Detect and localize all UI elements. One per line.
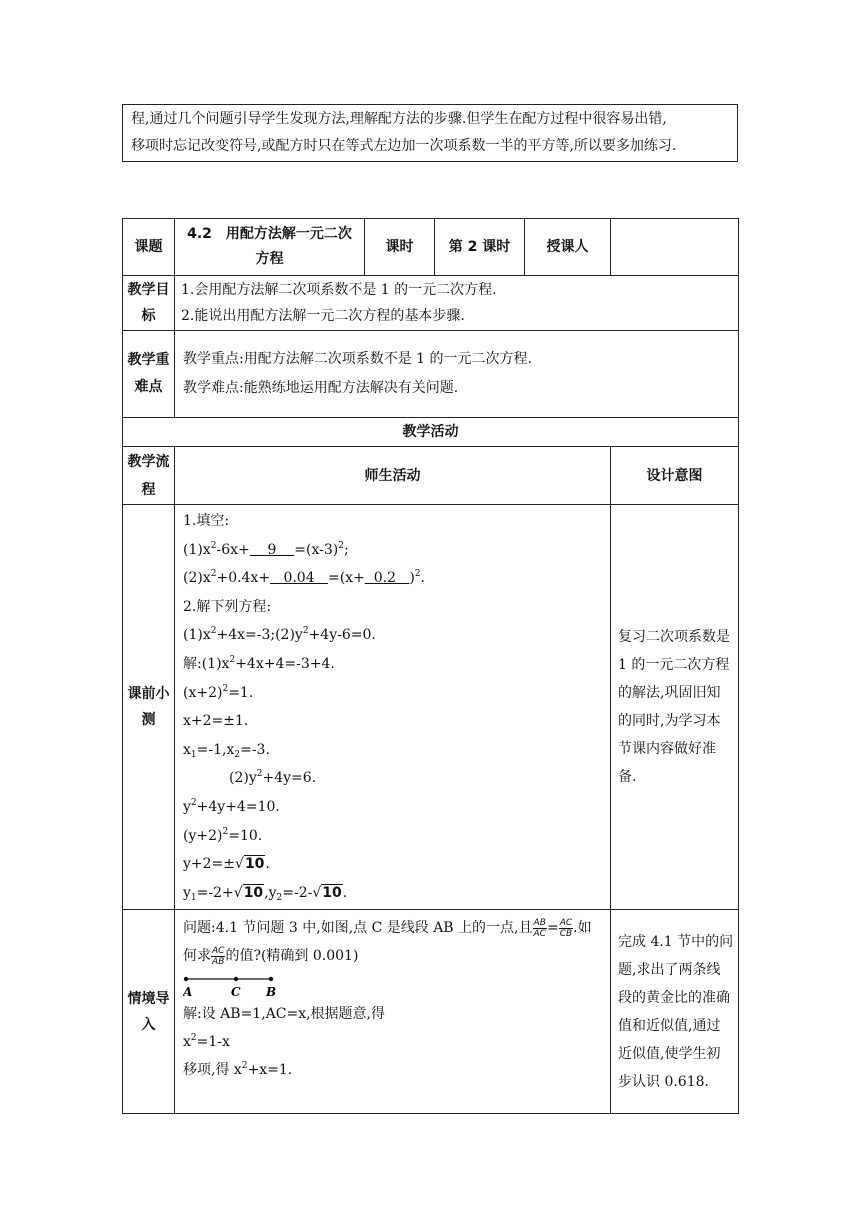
point-a-label: A (183, 985, 193, 999)
intro-label: 情境导入 (123, 910, 175, 1114)
keypoints-content (175, 331, 739, 418)
period-value: 第 2 课时 (435, 219, 525, 276)
keypoints-row (123, 331, 739, 418)
flow-header-row (123, 447, 739, 505)
topic-label: 课题 (123, 219, 175, 276)
quiz-label: 课前小测 (123, 505, 175, 910)
solution-step: 解$:(1)x^2+4x+4=-3+4$. (183, 654, 335, 672)
intro-design-intent: 完成 4.1 节中的问题,求出了两条线段的黄金比的准确值和近似值,通过近似值,使学生初步认识 0.618. (611, 910, 739, 1114)
lesson-plan-table (122, 218, 739, 1114)
segment-figure (183, 970, 604, 1000)
point-b-label: B (266, 985, 277, 999)
activity-column-header: 师生活动 (175, 447, 611, 505)
text-line: 移项时忘记改变符号,或配方时只在等式左边加一次项系数一半的平方等,所以要多加练习. (131, 138, 677, 154)
point-c-label: C (231, 985, 241, 999)
solve-equations: $(1)x^2+4x=-3;(2)y^2+4y-6=0$. (183, 626, 376, 644)
intro-solution: 解:设 AB=1,AC=x,根据题意,得 (183, 1006, 386, 1023)
solve-title: 2.解下列方程: (183, 598, 272, 615)
teacher-label: 授课人 (525, 219, 611, 276)
goals-row (123, 276, 739, 331)
solution-step: $(x+2)^2=1$. (183, 683, 254, 701)
quiz-design-intent: 复习二次项系数是 1 的一元二次方程的解法,巩固旧知的同时,为学习本节课内容做好准备. (611, 505, 739, 910)
solution-step: $y^2+4y+4=10$. (183, 797, 280, 815)
focus-text: 教学重点:用配方法解二次项系数不是 1 的一元二次方程. (183, 351, 532, 367)
teacher-value (611, 219, 739, 276)
fill-title: 1.填空: (183, 513, 230, 529)
intro-question-cont: 何求 $\frac{AC}{AB}$ 的值?(精确到 0.001) (183, 945, 359, 967)
activity-title: 教学活动 (123, 418, 739, 447)
goal-item: 2.能说出用配方法解一元二次方程的基本步骤. (181, 308, 465, 324)
intro-content (175, 910, 611, 1114)
fill-item-1: $(1)x^2-6x+$ 9 $=(x-3)^2$; (183, 540, 349, 558)
difficulty-text: 教学难点:能熟练地运用配方法解决有关问题. (183, 380, 459, 396)
blank-answer: 9 (267, 541, 277, 558)
goal-item: 1.会用配方法解二次项系数不是 1 的一元二次方程. (181, 282, 497, 298)
goals-content (175, 276, 739, 331)
quiz-row (123, 505, 739, 910)
flow-label: 教学流程 (123, 447, 175, 505)
keypoints-label: 教学重难点 (123, 331, 175, 418)
period-label: 课时 (365, 219, 435, 276)
intro-question: 问题:4.1 节问题 3 中,如图,点 C 是线段 AB 上的一点,且 $\frac{AB}{AC}$ = $\frac{AC}{CB}$ .如 (183, 917, 592, 939)
text-line: 程,通过几个问题引导学生发现方法,理解配方法的步骤.但学生在配方过程中很容易出错, (131, 111, 667, 127)
topic-value: 4.2 用配方法解一元二次方程 (175, 219, 365, 276)
segment-diagram (183, 970, 283, 998)
solution-step: $(2)y^2+4y=6$. (229, 769, 317, 787)
intro-row (123, 910, 739, 1114)
solution-step: $x_1=-1,x_2=-3$. (183, 741, 270, 760)
quiz-content (175, 505, 611, 910)
intro-solution: 移项,得 $x^2+x=1$. (183, 1061, 293, 1079)
activity-title-row (123, 418, 739, 447)
blank-answer: 0.2 (373, 570, 396, 587)
goals-label: 教学目标 (123, 276, 175, 331)
header-row (123, 219, 739, 276)
solution-step: $(y+2)^2=10$. (183, 826, 263, 844)
continued-text-box (122, 104, 738, 162)
blank-answer: 0.04 (283, 570, 315, 587)
solution-step: x+2=±1. (183, 713, 249, 730)
design-column-header: 设计意图 (611, 447, 739, 505)
intro-solution: $x^2=1-x$ (183, 1033, 230, 1051)
solution-step: $y_1=-2+√10,y_2=-2-√10$. (183, 884, 348, 903)
fill-item-2: $(2)x^2+0.4x+$ 0.04 =(x+ 0.2 )$^2$. (183, 569, 425, 587)
solution-step: y+2=±√10. (183, 856, 270, 873)
